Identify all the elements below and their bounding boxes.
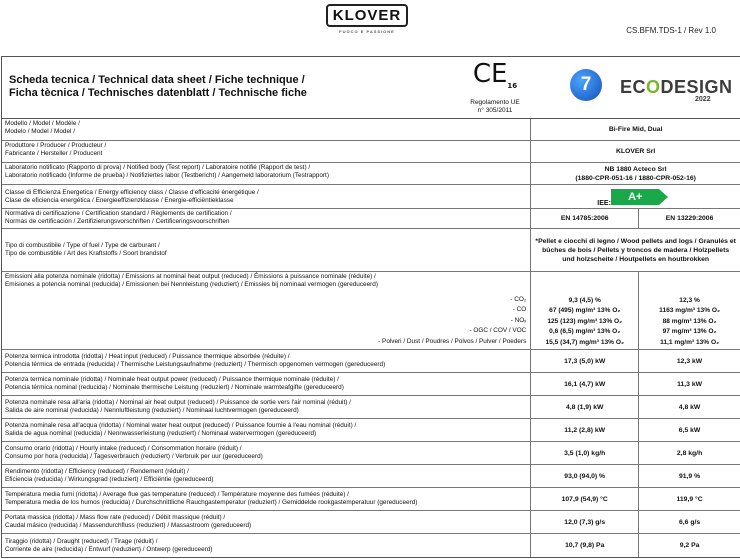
emissions-values-1 bbox=[531, 272, 639, 349]
title-line-2: Ficha tècnica / Technisches datenblatt / Technische fiche bbox=[9, 87, 307, 99]
standard-value-2: EN 13229:2006 bbox=[665, 215, 714, 222]
row-fuel bbox=[2, 229, 740, 272]
label-line: Salida de agua nominal (reducida) / Nennwasserleistung (reduziert) / Nominaal watervermogen (gereduceerd) bbox=[5, 430, 317, 437]
energy-arrow-icon bbox=[659, 189, 668, 205]
ce-icon bbox=[445, 61, 545, 99]
row-emissions bbox=[2, 272, 740, 350]
row-draught bbox=[2, 534, 740, 557]
label-line: Produttore / Producer / Producteur / bbox=[5, 142, 107, 149]
label-line: Potenza termica introdotta (ridotta) / Heat input (reduced) / Puissance thermique absorbée (réduite) / bbox=[5, 353, 290, 360]
consumption-label bbox=[2, 442, 531, 464]
label-line: Normativa di certificazione / Certification standard / Règlements de certification / bbox=[5, 210, 232, 217]
emission-value: 88 mg/m³ 13% O₂ bbox=[662, 317, 717, 325]
label-line: Emissioni alla potenza nominale (ridotta) / Emissions at nominal heat output (reduced) / Émissions à puissance nominale (réduite) / bbox=[5, 273, 376, 280]
label-line: Potenza nominale resa all'aria (ridotta) / Nominal air heat output (reduced) / Puissance de sortie vers l'air nominal (réduit) / bbox=[5, 399, 351, 406]
heat-output-label bbox=[2, 373, 531, 395]
mass-flow-label bbox=[2, 511, 531, 533]
producer-value: KLOVER Srl bbox=[616, 148, 656, 155]
emission-co2-label: - CO₂ bbox=[510, 296, 527, 303]
notified-body-value bbox=[531, 163, 740, 184]
label-line: Laboratorio notificado (Informe de prueba) / Notifiziertes labor (Testbericht) / Aangemeld laboratorium (Testrapport) bbox=[5, 172, 329, 179]
seven-badge-icon: 7 bbox=[570, 69, 602, 101]
efficiency-label bbox=[2, 465, 531, 487]
row-producer bbox=[2, 141, 740, 163]
sheet-header bbox=[2, 57, 740, 119]
standard-label bbox=[2, 209, 531, 228]
ce-number: 16 bbox=[507, 82, 518, 91]
heat-input-value-1: 17,3 (5,0) kW bbox=[531, 350, 639, 372]
flue-temperature-value-2: 119,9 °C bbox=[676, 495, 703, 503]
ecodesign-post: DESIGN bbox=[660, 77, 733, 97]
emission-value: 97 mg/m³ 13% O₂ bbox=[662, 328, 717, 336]
row-heat-input bbox=[2, 350, 740, 373]
label-line: Fabricante / Hersteller / Producent bbox=[5, 150, 103, 157]
sheet-title bbox=[9, 74, 307, 100]
air-output-label bbox=[2, 396, 531, 418]
heat-input-value-2: 12,3 kW bbox=[676, 357, 703, 365]
efficiency-value-2: 91,9 % bbox=[678, 472, 701, 480]
heat-output-value-1: 16,1 (4,7) kW bbox=[531, 373, 639, 395]
ecodesign-year: 2022 bbox=[695, 96, 711, 103]
energy-class-value bbox=[531, 185, 740, 208]
label-line: Rendimento (ridotta) / Efficiency (reduced) / Rendement (réduit) / bbox=[5, 468, 189, 475]
model-value: Bi-Fire Mid, Dual bbox=[608, 126, 663, 133]
draught-label bbox=[2, 534, 531, 557]
flue-temperature-value-1: 107,9 (54,9) °C bbox=[531, 488, 639, 510]
model-label bbox=[2, 119, 531, 140]
water-output-value-1: 11,2 (2,8) kW bbox=[531, 419, 639, 441]
row-standard bbox=[2, 209, 740, 229]
label-line: Eficiencia (reducida) / Wirkungsgrad (reduziert) / Efficiëntie (gereduceerd) bbox=[5, 476, 214, 483]
emission-dust-label: - Polveri / Dust / Poudres / Polvos / Pulver / Poeders bbox=[378, 337, 527, 345]
label-line: Temperatura media de los humos (reducida) / Durchschnittliche Rauchgastemperatur (reduziert) / Gemiddelde rookgastemperatuur (gereduceerd) bbox=[5, 499, 418, 506]
label-line: Classe di Efficienza Energetica / Energy efficiency class / Classe d'efficacité énergétique / bbox=[5, 188, 259, 196]
standard-value-1: EN 14785:2006 bbox=[531, 209, 639, 228]
document-reference: CS.BFM.TDS-1 / Rev 1.0 bbox=[626, 26, 716, 35]
mass-flow-value-2: 6,6 g/s bbox=[678, 518, 701, 526]
ce-mark-text: CE bbox=[472, 59, 508, 89]
water-output-value-2: 6,5 kW bbox=[678, 426, 701, 434]
consumption-value-2: 2,8 kg/h bbox=[676, 449, 703, 457]
row-mass-flow bbox=[2, 511, 740, 534]
ce-marking bbox=[445, 61, 545, 114]
brand-logo bbox=[323, 4, 411, 40]
emission-value: 12,3 % bbox=[679, 297, 700, 305]
title-line-1: Scheda tecnica / Technical data sheet / Fiche technique / bbox=[9, 74, 305, 86]
logo-text: KLOVER bbox=[326, 4, 409, 27]
label-line: Clase de eficiencia energética / Energieeffizienzklasse / Energie-efficiëntieklasse bbox=[5, 196, 234, 204]
label-line: Potenza termica nominale (ridotta) / Nominale heat output power (reduced) / Puissance thermique nominale (réduite) / bbox=[5, 376, 339, 383]
label-line: Temperatura media fumi (ridotta) / Average flue gas temperature (reduced) / Température moyenne des fumées (réduite) / bbox=[5, 491, 349, 498]
label-line: Portata massica (ridotta) / Mass flow rate (reduced) / Débit massique (réduit) / bbox=[5, 514, 226, 521]
ecodesign-logo bbox=[620, 77, 733, 98]
label-line: Corriente de aire (reducida) / Entwurf (reduziert) / Ontwerp (gereduceerd) bbox=[5, 545, 213, 553]
notified-body-reports: (1880-CPR-051-16 / 1880-CPR-052-16) bbox=[575, 174, 696, 182]
air-output-value-2: 4,8 kW bbox=[678, 403, 701, 411]
row-model bbox=[2, 119, 740, 141]
label-line: Consumo orario (ridotta) / Hourly intake (reduced) / Consommation horaire (réduit) / bbox=[5, 445, 242, 452]
label-line: Potencia térmica de entrada (reducida) / Thermische Leistungsaufnahme (reduziert) / Thermisch opgenomen vermogen (gereduceerd) bbox=[5, 361, 386, 368]
row-consumption bbox=[2, 442, 740, 465]
emission-value: 0,6 (6,5) mg/m³ 13% O₂ bbox=[549, 328, 621, 336]
label-line: Consumo por hora (reducida) / Tagesverbrauch (reduziert) / Verbruik per uur (gereduceerd) bbox=[5, 453, 263, 460]
fuel-value: *Pellet e ciocchi di legno / Wood pellets and logs / Granulés et bûches de bois / Pellets y troncos de madera / Holzpellets und holzscheite / Houtpellets en houtbrokken bbox=[535, 237, 736, 263]
label-line: Tipo di combustibile / Type of fuel / Type de carburant / bbox=[5, 242, 160, 249]
ecodesign-pre: EC bbox=[620, 77, 647, 97]
label-line: Salida de aire nominal (reducida) / Nennluftleistung (reduziert) / Nominaal luchtvermogen (gereduceerd) bbox=[5, 407, 299, 414]
label-line: Potencia térmica nominal (reducida) / Nominale thermische Leistung (reduziert) / Nominale warmteafgifte (gereduceerd) bbox=[5, 384, 344, 391]
row-water-output bbox=[2, 419, 740, 442]
heat-input-label bbox=[2, 350, 531, 372]
row-air-output bbox=[2, 396, 740, 419]
row-heat-output bbox=[2, 373, 740, 396]
label-line: Modelo / Model / Model / bbox=[5, 128, 75, 135]
emission-ogc-label: - OGC / COV / VOC bbox=[469, 327, 527, 335]
label-line: Emisiones a potencia nominal (reducida) / Emissionen bei Nennleistung (reduziert) / Emissies bij nominaal vermogen (gereduceerd) bbox=[5, 281, 378, 288]
label-line: Caudal másico (reducida) / Massendurchfluss (reduziert) / Massastroom (gereduceerd) bbox=[5, 522, 252, 529]
flue-temperature-label bbox=[2, 488, 531, 510]
emission-value: 11,1 mg/m³ 13% O₂ bbox=[660, 338, 720, 346]
label-line: Modello / Model / Modèle / bbox=[5, 120, 80, 127]
mass-flow-value-1: 12,0 (7,3) g/s bbox=[531, 511, 639, 533]
label-line: Laboratorio notificato (Rapporto di prova) / Notified body (Test report) / Laboratoire notifié (Rapport de test) / bbox=[5, 164, 311, 171]
heat-output-value-2: 11,3 kW bbox=[677, 380, 703, 388]
producer-label bbox=[2, 141, 531, 162]
label-line: Tipo de combustible / Art des Kraftstoffs / Soort brandstof bbox=[5, 250, 167, 257]
iee-label: IEE: bbox=[597, 200, 611, 207]
ce-regulation-line-2: n° 305/2011 bbox=[477, 106, 513, 114]
label-line: Potenza nominale resa all'acqua (ridotta) / Nominal water heat output (reduced) / Puissance fournie à l'eau nominal (réduit) / bbox=[5, 422, 357, 429]
energy-class-badge: A+ bbox=[628, 191, 643, 203]
logo-tagline: FUOCO E PASSIONE bbox=[339, 29, 395, 34]
row-flue-temperature bbox=[2, 488, 740, 511]
emission-value: 9,3 (4,5) % bbox=[568, 297, 601, 305]
notified-body-name: NB 1880 Acteco Srl bbox=[604, 165, 667, 173]
emission-value: 1163 mg/m³ 13% O₂ bbox=[659, 307, 720, 315]
emission-co-label: - CO bbox=[512, 306, 527, 314]
consumption-value-1: 3,5 (1,0) kg/h bbox=[531, 442, 639, 464]
fuel-label bbox=[2, 229, 531, 271]
draught-value-2: 9,2 Pa bbox=[679, 542, 700, 549]
air-output-value-1: 4,8 (1,9) kW bbox=[531, 396, 639, 418]
emission-value: 125 (123) mg/m³ 13% O₂ bbox=[547, 317, 623, 325]
ce-regulation-line-1: Regolamento UE bbox=[470, 99, 520, 107]
emission-value: 67 (495) mg/m³ 13% O₂ bbox=[549, 307, 621, 315]
emission-nox-label: - NOₓ bbox=[510, 316, 527, 324]
water-output-label bbox=[2, 419, 531, 441]
draught-value-1: 10,7 (9,8) Pa bbox=[531, 534, 639, 557]
ecodesign-leaf-icon: O bbox=[646, 77, 661, 97]
row-notified-body bbox=[2, 163, 740, 185]
efficiency-value-1: 93,0 (94,0) % bbox=[531, 465, 639, 487]
energy-class-label bbox=[2, 185, 531, 208]
emission-value: 15,5 (34,7) mg/m³ 13% O₂ bbox=[545, 338, 624, 346]
data-sheet-table bbox=[1, 56, 740, 558]
row-efficiency bbox=[2, 465, 740, 488]
emissions-values-2 bbox=[639, 272, 740, 349]
emissions-label bbox=[2, 272, 531, 349]
label-line: Normas de certificación / Zertifizierungsvorschriften / Certificeringsvoorschriften bbox=[5, 218, 230, 225]
notified-body-label bbox=[2, 163, 531, 184]
label-line: Tiraggio (ridotta) / Draught (reduced) / Tirage (réduit) / bbox=[5, 537, 158, 545]
row-energy-class bbox=[2, 185, 740, 209]
